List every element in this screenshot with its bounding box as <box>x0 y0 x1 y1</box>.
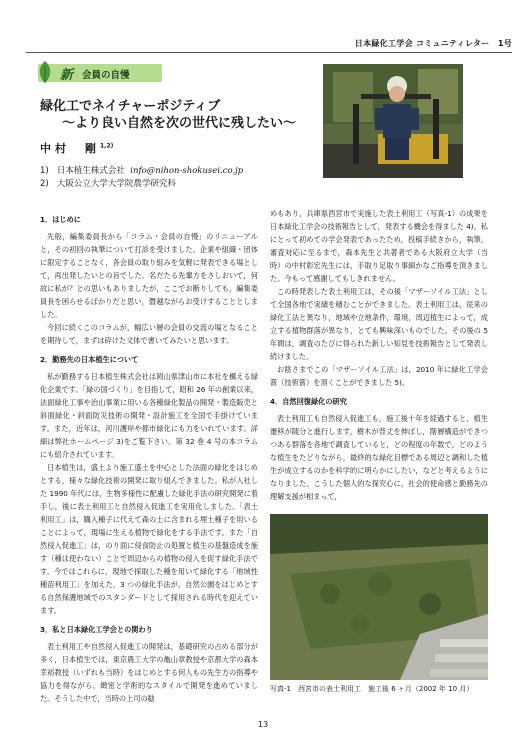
page-header: 日本緑化工学会 コミュニティレター 1号 <box>354 39 512 48</box>
affiliation-org: 大阪公立大学大学院農学研究科 <box>56 179 176 189</box>
affiliation-2 <box>40 177 176 189</box>
affiliation-num: 2) <box>40 179 49 189</box>
affiliation-org: 日本植生株式会社 <box>56 166 125 176</box>
section-heading: 3．私と日本緑化工学会との関わり <box>40 625 153 634</box>
author-marks: 1,2) <box>100 142 114 150</box>
right-column <box>270 207 488 503</box>
page-number: 13 <box>258 720 269 729</box>
section-heading: 1．はじめに <box>40 215 81 224</box>
badge-new-label: 新 <box>60 68 74 83</box>
paragraph: 先般，編集委員長から「コラム・会員の自慢」のリニューアルと，その初回の執筆について打診を受けました。企業や組織・団体に限定することなく，各会員の取り組みを気軽に発表できる場として，再出発したいとの旨でした。名だたる先輩方をさしおいて，何故に私が？との思いもありましたが，ここでお断りしても，編集委員長を困らせるばかりだと思い，僭越ながらお受けすることとしました。 <box>40 232 258 319</box>
header-rule <box>26 52 512 53</box>
affiliation-num: 1) <box>40 166 49 176</box>
affiliation-email: info@nihon-shokusei.co.jp <box>130 166 244 176</box>
paragraph: 今回に続くこのコラムが，幅広い層の会員の交流の場となることを期待して，まずは砕けた文体で書いてみたいと思います。 <box>40 323 258 345</box>
author-name <box>40 140 113 156</box>
leaf-icon <box>36 60 54 84</box>
paragraph: めもあり，兵庫県西宮市で実施した表土利用工（写真-1）の成果を日本緑化工学会の技術報告として，発表する機会を得ました 4)。私にとって初めての学会発表であったため，投稿手続きから，執筆，審査対応に至るまで，森本先生と共著者である大阪府立大学（当時）の中村彰宏先生には，手取り足取り事細かなご指導を頂きました。今もって感謝してもしきれません。 <box>270 209 488 283</box>
author-portrait-photo <box>323 64 463 178</box>
left-column <box>40 207 258 705</box>
badge-label: 会員の自慢 <box>82 70 130 81</box>
paragraph: 日本植生は，盛土より施工盛土を中心とした法面の緑化をはじめとする，様々な緑化技術の開発に取り組んできました。私が入社した 1990 年代には，生物多様性に配慮した緑化手法の研究開発に着手し，後に表土利用工と自然侵入促進工を実用化しました。「表土利用工」は，購入種子に代えて森の土に含まれる埋土種子を用いることによって，現場に生える植物で緑化をする手法です。また「自然侵入促進工」は，のり面に侵食防止の処置と植生の基盤造成を施す（種は使わない）ことで周辺からの植物の侵入を促す緑化手法です。今ではこれらに，現地で採取した種を用いて緑化する「地域性種苗利用工」を加えた，3 つの緑化手法が，自然公園をはじめとする自然保護地域でのスタンダードとして採用される時代を迎えています。 <box>40 463 258 615</box>
section-heading: 2．勤務先の日本植生について <box>40 355 139 364</box>
section-heading: 4．自然回復緑化の研究 <box>270 397 347 406</box>
paragraph: 私が勤務する日本植生株式会社は岡山県津山市に本社を構える緑化企業です。「緑の国づくり」を目指して，昭和 26 年の創業以来，法面緑化工事や治山事業に用いる各種緑化製品の開発・製造販売と斜面緑化・斜面防災技術の開発・設計施工を全国で手掛けています。また，近年は，河川護岸や都市緑化にも力をいれています。詳細は弊社ホームページ 3)をご覧下さい。第 32 巻 4 号の本コラムにも紹介されています。 <box>40 372 258 459</box>
article-subtitle: 〜より良い自然を次の世代に残したい〜 <box>62 116 297 131</box>
affiliation-1 <box>40 164 243 176</box>
paragraph: 表土利用工も自然侵入促進工も，施工後十年を経過すると，植生遷移が随分と進行します。樹木が背丈を伸ばし，階層構造ができつつある群落を各地で調査していると，どの程度の年数で，どのような植生をたどりながら，最終的な緑化目標である周辺と調和した植生が成立するのかを科学的に明らかにしたい，などと考えるようになりました。こうした個人的な探究心に，社会的使命感と勤務先の理解支援が相まって， <box>270 414 488 501</box>
paragraph: 表土利用工や自然侵入促進工の開発は，基礎研究の占める部分が多く，日本植生では，東京農工大学の亀山章教授や京都大学の森本幸裕教授（いずれも当時）をはじめとする何人もの先生方の指導や協力を得ながら，緻密と学術的なスタイルで開発を進めていました。そうした中で，当時の上司の勧 <box>40 642 258 703</box>
paragraph: お陰さまでこの「マザーソイル工法」は，2010 年に緑化工学会賞（技術賞）を頂くことができました 5)。 <box>270 365 488 387</box>
photo-caption: 写真-1 西宮市の表土利用工 施工後 6 ヶ月（2002 年 10 月） <box>270 685 474 693</box>
article-title: 緑化工でネイチャーポジティブ <box>40 99 221 114</box>
slope-greening-photo <box>270 514 488 680</box>
author-name-text: 中村 剛 <box>40 142 100 155</box>
paragraph: この時発表した表土利用工は，その後「マザーソイル工法」として全国各地で実績を積むことができました。表土利用工は，従来の緑化工法と異なり，地域や立地条件，環境，周辺植生によって，成立する植物群落が異なり，とても興味深いものでした。その後の 5 年間は，調査のたびに得られた新しい知見を技術報告として発表し続けました。 <box>270 287 488 361</box>
